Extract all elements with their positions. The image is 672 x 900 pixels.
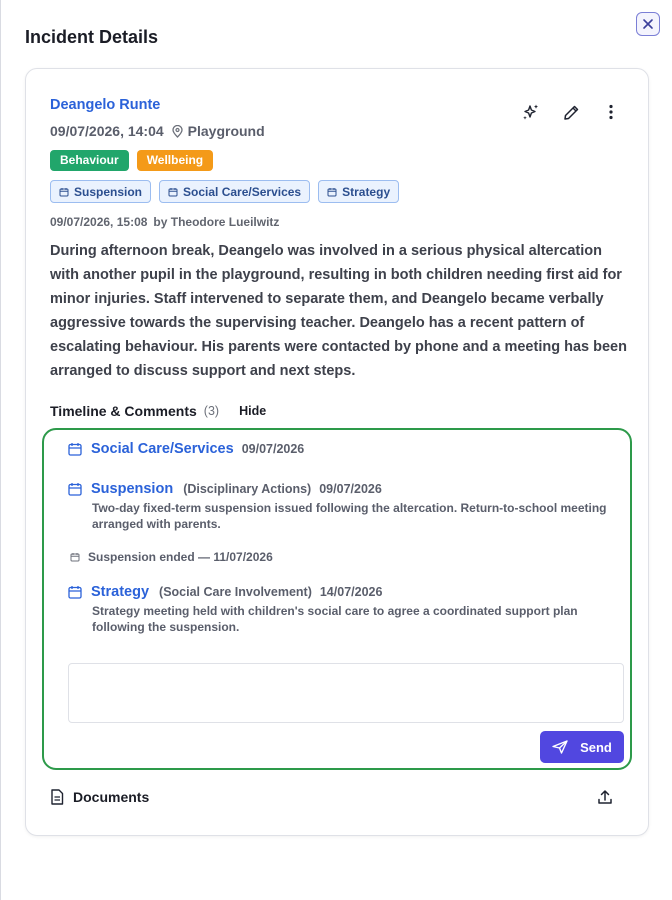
timeline-hide-toggle[interactable]: Hide bbox=[239, 404, 267, 418]
chip-label: Strategy bbox=[342, 184, 391, 199]
timeline-entry-title[interactable]: Suspension bbox=[91, 481, 174, 497]
panel-divider bbox=[0, 0, 1, 900]
timeline-entry-title[interactable]: Strategy bbox=[91, 584, 150, 600]
timeline-entry-date: 09/07/2026 bbox=[241, 442, 305, 456]
pencil-icon bbox=[563, 104, 580, 121]
timeline-subentry bbox=[70, 550, 273, 564]
chip-strategy[interactable] bbox=[318, 180, 399, 203]
calendar-icon bbox=[70, 552, 80, 562]
logged-info bbox=[50, 215, 279, 229]
edit-button[interactable] bbox=[560, 101, 582, 123]
action-chips bbox=[50, 180, 399, 203]
comment-input[interactable] bbox=[68, 663, 624, 723]
logged-by: by Theodore Lueilwitz bbox=[153, 215, 280, 229]
incident-card bbox=[25, 68, 649, 836]
incident-tags bbox=[50, 150, 213, 171]
more-vertical-icon bbox=[608, 104, 614, 120]
close-button[interactable] bbox=[636, 12, 660, 36]
calendar-icon bbox=[68, 585, 82, 599]
chip-suspension[interactable] bbox=[50, 180, 151, 203]
document-icon bbox=[50, 789, 64, 805]
upload-icon bbox=[597, 789, 613, 805]
incident-location bbox=[172, 123, 265, 139]
page-title: Incident Details bbox=[25, 27, 159, 47]
chip-label: Suspension bbox=[74, 184, 143, 199]
timeline-entry-title[interactable]: Social Care/Services bbox=[91, 441, 234, 457]
chip-label: Social Care/Services bbox=[183, 184, 302, 199]
close-icon bbox=[642, 18, 654, 30]
sparkles-icon bbox=[522, 103, 540, 121]
timeline-entry-category: (Social Care Involvement) bbox=[159, 585, 312, 599]
timeline-entry-date: 09/07/2026 bbox=[319, 482, 382, 496]
timeline-count: (3) bbox=[203, 404, 220, 418]
card-actions bbox=[520, 101, 622, 123]
incident-description: During afternoon break, Deangelo was involved in a serious physical altercation with another pupil in the playground, resulting in both children needing first aid for minor injuries. Staff intervened to separate them, and Deangelo became verbally aggressive towards the supervising teacher. Deangelo has a recent pattern of escalating behaviour. His parents were contacted by phone and a meeting has been arranged to discuss support and next steps. bbox=[50, 243, 627, 379]
timeline-title: Timeline & Comments bbox=[50, 403, 197, 419]
send-icon bbox=[552, 740, 568, 754]
calendar-icon bbox=[168, 187, 178, 197]
documents-title: Documents bbox=[73, 789, 150, 805]
location-label: Playground bbox=[187, 123, 265, 139]
calendar-icon bbox=[68, 482, 82, 496]
location-pin-icon bbox=[172, 125, 183, 138]
chip-social-care-services[interactable] bbox=[159, 180, 310, 203]
student-name-link[interactable]: Deangelo Runte bbox=[50, 97, 161, 113]
calendar-icon bbox=[68, 442, 82, 456]
send-button[interactable] bbox=[540, 731, 624, 763]
tag-behaviour: Behaviour bbox=[50, 150, 129, 171]
calendar-icon bbox=[327, 187, 337, 197]
incident-meta bbox=[50, 123, 265, 139]
timeline-entry-note: Strategy meeting held with children's social care to agree a coordinated support plan following the suspension. bbox=[92, 604, 578, 634]
documents-section bbox=[50, 786, 616, 808]
logged-at: 09/07/2026, 15:08 bbox=[50, 215, 148, 229]
calendar-icon bbox=[59, 187, 69, 197]
timeline-entry bbox=[68, 481, 622, 532]
send-label: Send bbox=[580, 739, 612, 755]
incident-datetime: 09/07/2026, 14:04 bbox=[50, 123, 164, 139]
timeline-header bbox=[50, 403, 266, 419]
timeline-entry bbox=[68, 584, 622, 635]
ai-assist-button[interactable] bbox=[520, 101, 542, 123]
upload-button[interactable] bbox=[594, 786, 616, 808]
timeline-entry-date: 14/07/2026 bbox=[319, 585, 383, 599]
timeline-entry bbox=[68, 441, 304, 457]
timeline-entry-note: Two-day fixed-term suspension issued following the altercation. Return-to-school meeting arranged with parents. bbox=[92, 501, 607, 531]
timeline-entry-category: (Disciplinary Actions) bbox=[183, 482, 312, 496]
timeline-panel bbox=[42, 428, 632, 770]
tag-wellbeing: Wellbeing bbox=[137, 150, 213, 171]
more-options-button[interactable] bbox=[600, 101, 622, 123]
timeline-subentry-label: Suspension ended — 11/07/2026 bbox=[88, 550, 273, 564]
